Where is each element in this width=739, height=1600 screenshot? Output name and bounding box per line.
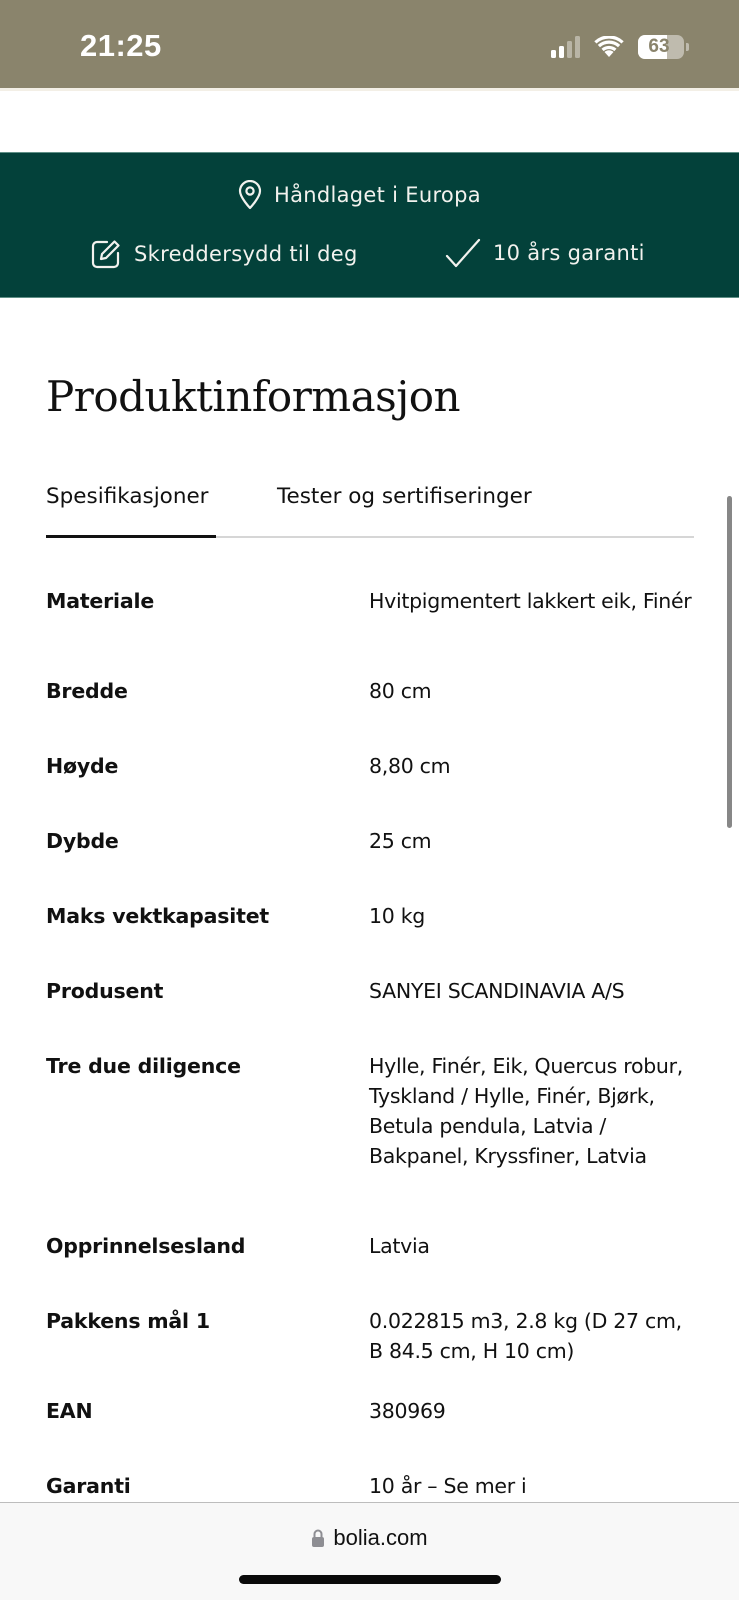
cellular-signal-icon [551,36,580,58]
spec-value: 10 kg [369,904,425,928]
spec-label: Bredde [46,679,128,703]
usp-label: 10 års garanti [493,241,645,265]
spec-value[interactable]: 10 år – Se mer i [369,1474,527,1498]
spec-value: Hvitpigmentert lakkert eik, Finér [369,589,692,613]
battery-icon [638,35,684,59]
spec-value: 0.022815 m3, 2.8 kg (D 27 cm, B 84.5 cm, H 10 cm) [369,1309,682,1363]
usp-label: Håndlaget i Europa [274,183,481,207]
spec-label: Maks vektkapasitet [46,904,270,928]
active-tab-indicator [46,535,216,538]
checkmark-icon [445,238,481,268]
spec-value: 80 cm [369,679,432,703]
spec-value: 8,80 cm [369,754,451,778]
usp-tailored [90,238,358,270]
tab-specifications[interactable]: Spesifikasjoner [46,484,209,509]
home-indicator[interactable] [239,1575,501,1584]
wifi-icon [594,36,624,58]
browser-bar [0,1502,739,1600]
tab-tests-certifications[interactable]: Tester og sertifiseringer [277,484,532,509]
spec-row-manufacturer [46,976,696,1051]
spec-label: Pakkens mål 1 [46,1309,210,1333]
lock-icon [311,1528,325,1548]
spec-label: Tre due diligence [46,1054,241,1078]
edit-icon [90,238,122,270]
spec-row-max-weight [46,901,696,976]
map-pin-icon [238,180,262,210]
spec-row-wood-due-diligence [46,1051,696,1231]
spec-label: Opprinnelsesland [46,1234,246,1258]
spec-label: Produsent [46,979,164,1003]
spec-label: Dybde [46,829,119,853]
spec-row-depth [46,826,696,901]
battery-percent: 63 [648,36,670,57]
header-divider [0,88,739,91]
spec-row-width [46,676,696,751]
spec-label: Garanti [46,1474,131,1498]
section-title: Produktinformasjon [46,372,461,421]
spec-row-package-dimensions [46,1306,696,1396]
usp-banner [0,152,739,298]
battery-indicator [638,35,689,59]
spec-value: 25 cm [369,829,432,853]
spec-label: Materiale [46,589,155,613]
usp-label: Skreddersydd til deg [134,242,358,266]
url-text: bolia.com [333,1525,428,1550]
status-bar [0,0,739,88]
status-icons [551,35,689,59]
spec-value: 380969 [369,1399,446,1423]
spec-row-country-of-origin [46,1231,696,1306]
scrollbar[interactable] [727,496,732,828]
spec-label: Høyde [46,754,119,778]
spec-value: Latvia [369,1234,430,1258]
spec-row-material [46,586,696,676]
usp-warranty [445,238,645,268]
spec-value: SANYEI SCANDINAVIA A/S [369,979,625,1003]
usp-handmade [238,180,481,210]
spec-value: Hylle, Finér, Eik, Quercus robur, Tyskland / Hylle, Finér, Bjørk, Betula pendula, Latvia / Bakpanel, Kryssfiner, Latvia [369,1054,683,1168]
spec-row-height [46,751,696,826]
spec-row-ean [46,1396,696,1471]
address-bar[interactable] [0,1525,739,1551]
status-time: 21:25 [80,28,162,63]
spec-list [46,586,696,1546]
product-info-tabs [46,484,694,538]
spec-label: EAN [46,1399,93,1423]
